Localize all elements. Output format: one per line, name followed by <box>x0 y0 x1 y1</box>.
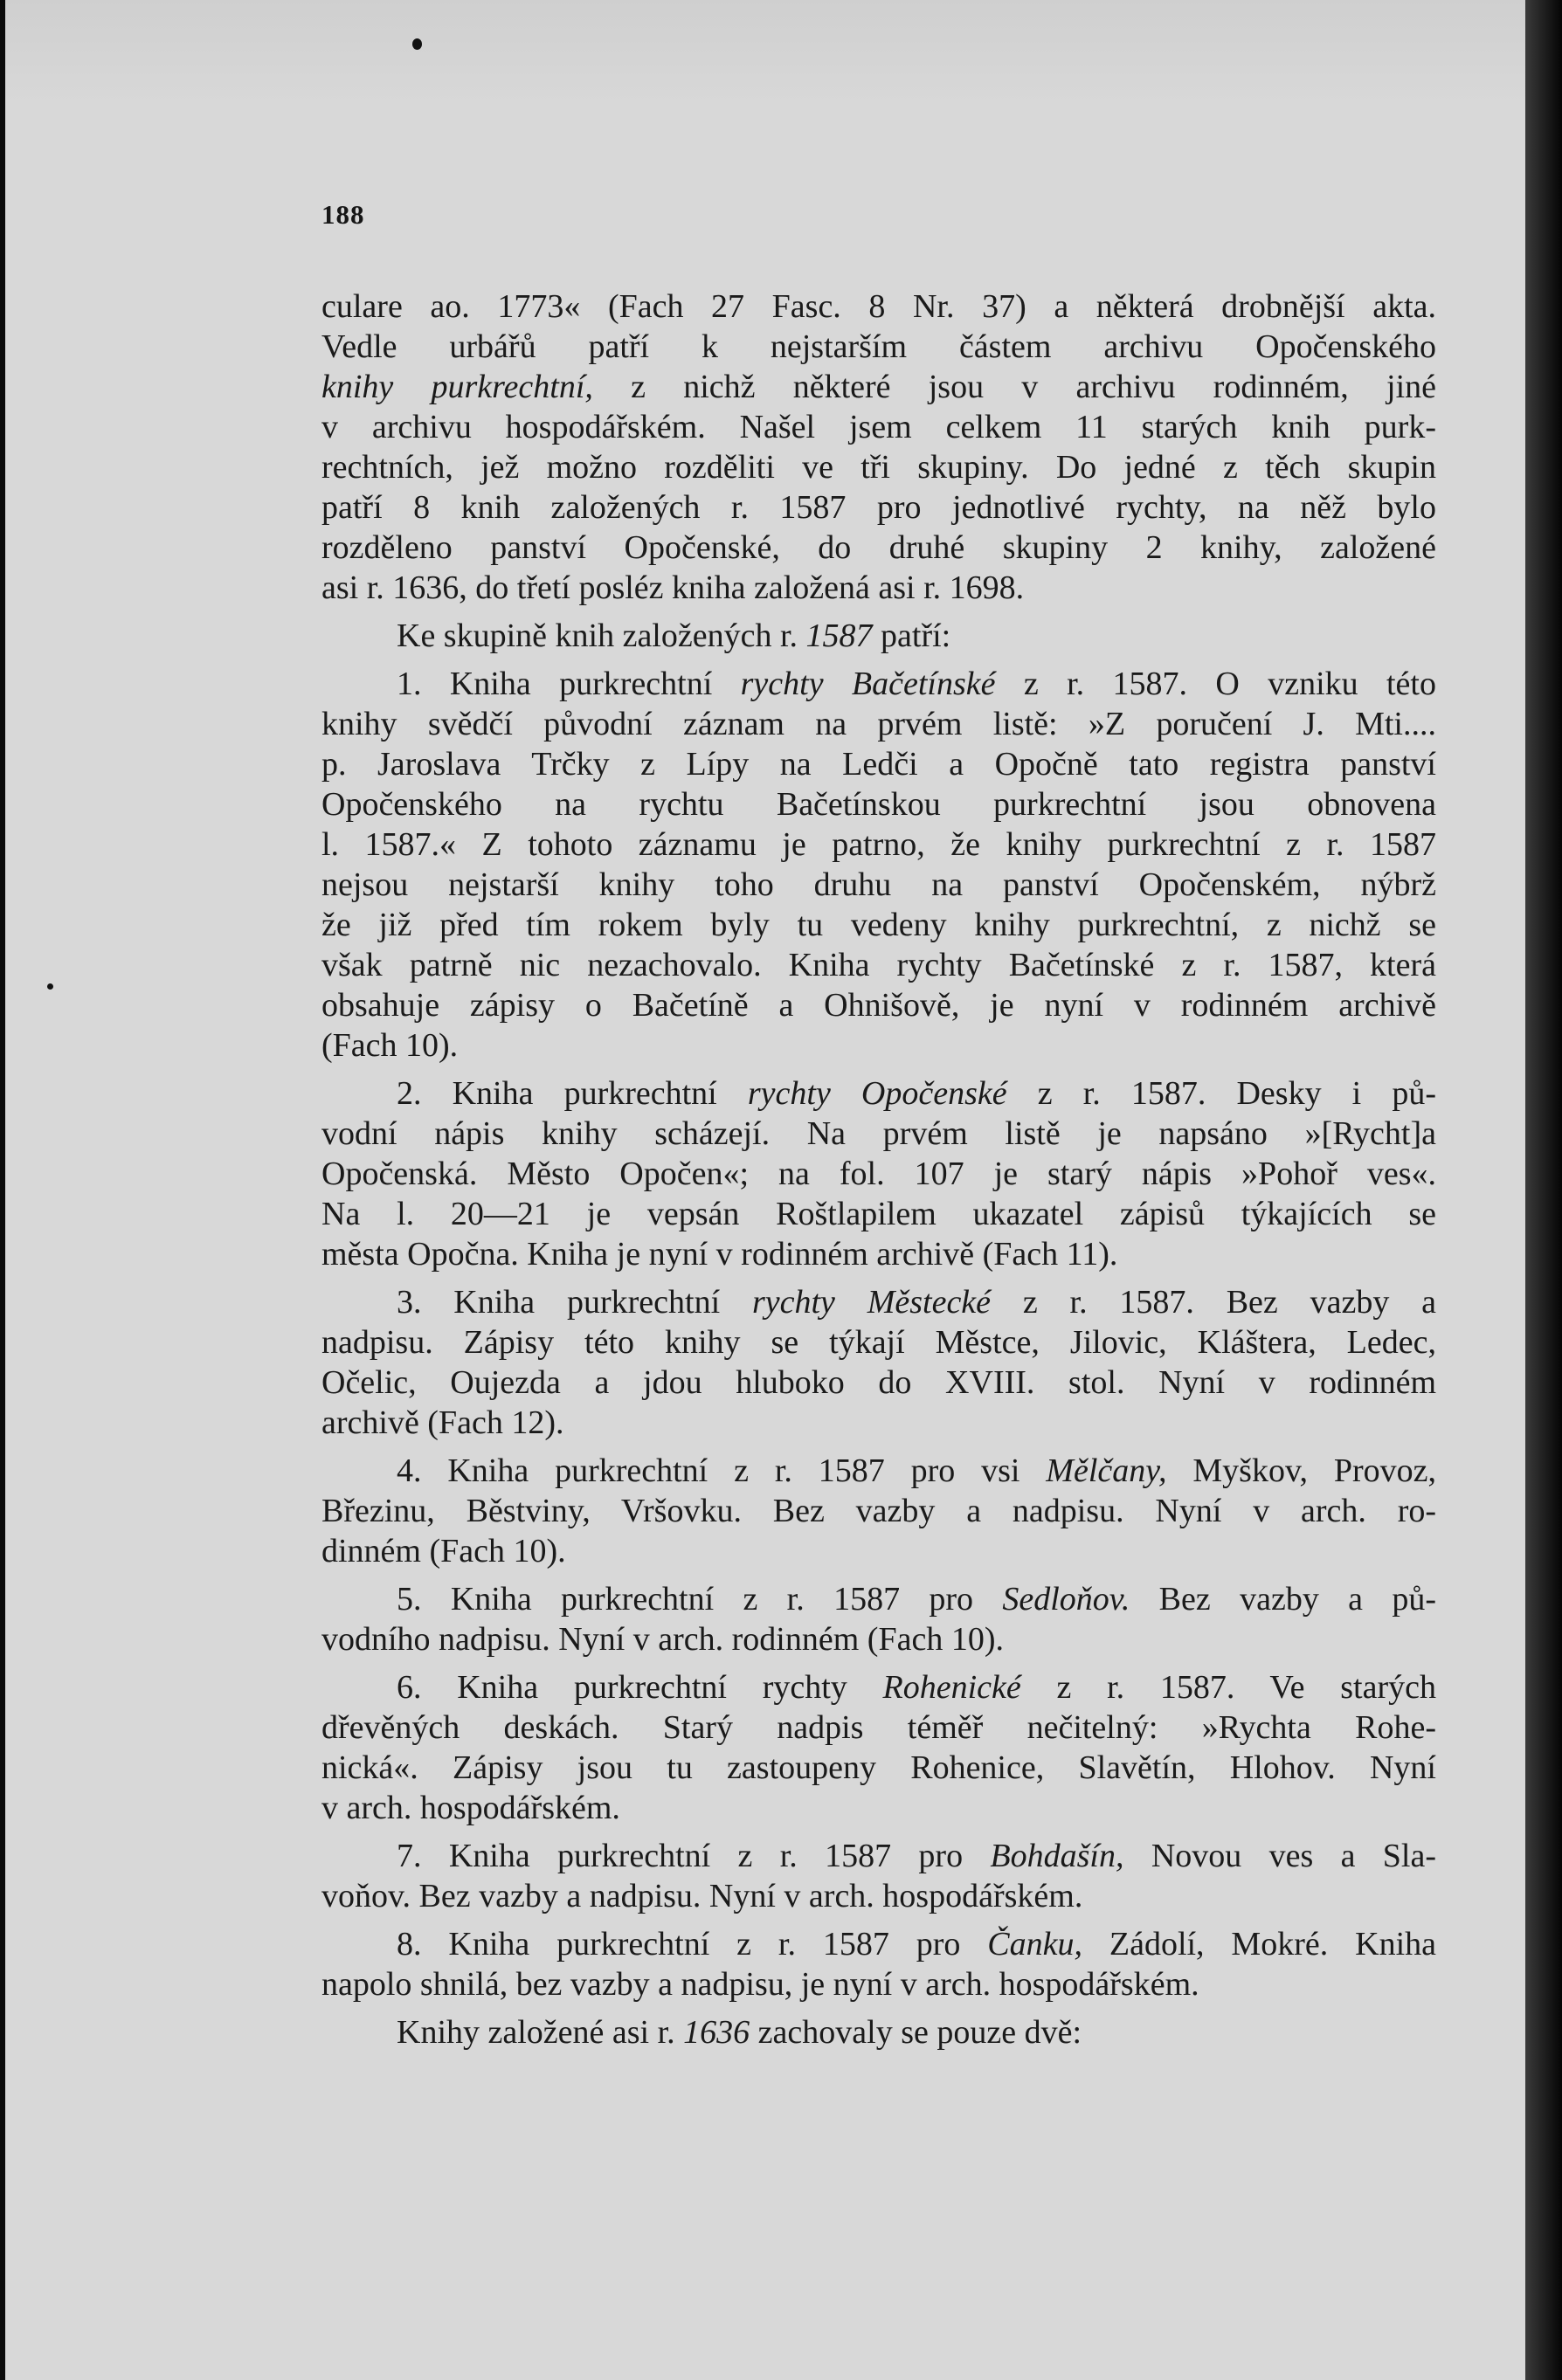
text-segment: v arch. hospodářském. <box>321 1790 620 1826</box>
text-line <box>321 1579 1436 1619</box>
text-segment: nadpisu. Zápisy této knihy se týkají Městce, Jilovic, Kláštera, Ledec, <box>321 1324 1436 1361</box>
italic-segment: Čanku, <box>987 1926 1082 1963</box>
ink-speck <box>412 38 422 50</box>
text-segment: l. 1587.« Z tohoto záznamu je patrno, že knihy purkrechtní z r. 1587 <box>321 826 1436 863</box>
text-line <box>321 1114 1436 1154</box>
text-line <box>321 367 1436 407</box>
italic-segment: 1636 <box>683 2014 750 2051</box>
text-segment: vodního nadpisu. Nyní v arch. rodinném (Fach 10). <box>321 1621 1004 1658</box>
text-line <box>321 905 1436 945</box>
text-segment: 1. Kniha purkrechtní <box>397 666 741 702</box>
text-line <box>321 1924 1436 1964</box>
italic-segment: 1587 <box>805 617 873 654</box>
text-segment: Bez vazby a pů- <box>1130 1581 1436 1618</box>
text-segment: 8. Kniha purkrechtní z r. 1587 pro <box>397 1926 988 1963</box>
text-segment: z r. 1587. Ve starých <box>1020 1669 1436 1706</box>
text-line <box>321 1876 1436 1916</box>
text-segment: 3. Kniha purkrechtní <box>397 1284 752 1321</box>
text-segment: že již před tím rokem byly tu vedeny knihy purkrechtní, z nichž se <box>321 907 1436 943</box>
ink-speck <box>47 983 53 990</box>
text-segment: dřevěných deskách. Starý nadpis téměř nečitelný: »Rychta Rohe- <box>321 1709 1436 1746</box>
text-segment: z r. 1587. Desky i pů- <box>1006 1075 1436 1112</box>
italic-segment: rychty Bačetínské <box>740 666 996 702</box>
book-page <box>5 0 1525 2380</box>
text-line <box>321 286 1436 327</box>
text-segment: archivě (Fach 12). <box>321 1404 564 1441</box>
text-line <box>321 447 1436 487</box>
italic-segment: Sedloňov. <box>1002 1581 1130 1618</box>
text-segment: knihy svědčí původní záznam na prvém listě: »Z poručení J. Mti.... <box>321 706 1436 742</box>
text-segment: patří 8 knih založených r. 1587 pro jednotlivé rychty, na něž bylo <box>321 489 1436 526</box>
text-line <box>321 487 1436 528</box>
text-segment: však patrně nic nezachovalo. Kniha rychty Bačetínské z r. 1587, která <box>321 947 1436 983</box>
text-line <box>321 1836 1436 1876</box>
text-line <box>321 1073 1436 1114</box>
text-line <box>321 407 1436 447</box>
text-line <box>321 1154 1436 1194</box>
text-line <box>321 744 1436 784</box>
scan-edge <box>1525 0 1562 2380</box>
text-segment: Vedle urbářů patří k nejstarším částem archivu Opočenského <box>321 328 1436 365</box>
text-segment: patří: <box>872 617 951 654</box>
text-segment: Ke skupině knih založených r. <box>397 617 806 654</box>
text-segment: rozděleno panství Opočenské, do druhé skupiny 2 knihy, založené <box>321 529 1436 566</box>
italic-segment: rychty Opočenské <box>747 1075 1007 1112</box>
text-segment: Zádolí, Mokré. Kniha <box>1082 1926 1436 1963</box>
text-line <box>321 704 1436 744</box>
text-segment: rechtních, jež možno rozděliti ve tři skupiny. Do jedné z těch skupin <box>321 449 1436 486</box>
text-segment: voňov. Bez vazby a nadpisu. Nyní v arch. hospodářském. <box>321 1878 1083 1914</box>
text-segment: nická«. Zápisy jsou tu zastoupeny Rohenice, Slavětín, Hlohov. Nyní <box>321 1749 1436 1786</box>
text-line <box>321 664 1436 704</box>
text-line <box>321 985 1436 1025</box>
text-segment: nejsou nejstarší knihy toho druhu na panství Opočenském, nýbrž <box>321 866 1436 903</box>
text-line <box>321 1451 1436 1491</box>
text-segment: p. Jaroslava Trčky z Lípy na Ledči a Opočně tato registra panství <box>321 746 1436 783</box>
text-segment: Na l. 20—21 je vepsán Roštlapilem ukazatel zápisů týkajících se <box>321 1196 1436 1232</box>
text-line <box>321 824 1436 865</box>
text-segment: zachovaly se pouze dvě: <box>750 2014 1082 2051</box>
text-line <box>321 1667 1436 1707</box>
text-segment: Březinu, Běstviny, Vršovku. Bez vazby a nadpisu. Nyní v arch. ro- <box>321 1493 1436 1529</box>
text-segment: z r. 1587. Bez vazby a <box>991 1284 1436 1321</box>
text-line <box>321 1531 1436 1571</box>
text-line <box>321 865 1436 905</box>
text-line <box>321 945 1436 985</box>
text-segment: dinném (Fach 10). <box>321 1533 566 1569</box>
text-segment: 7. Kniha purkrechtní z r. 1587 pro <box>397 1838 991 1874</box>
text-line <box>321 1491 1436 1531</box>
text-segment: 6. Kniha purkrechtní rychty <box>397 1669 883 1706</box>
text-line <box>321 1362 1436 1403</box>
text-line <box>321 1964 1436 2004</box>
text-line <box>321 1748 1436 1788</box>
text-line <box>321 2012 1436 2052</box>
text-line <box>321 1282 1436 1322</box>
text-line <box>321 1025 1436 1066</box>
text-segment: Opočenská. Město Opočen«; na fol. 107 je starý nápis »Pohoř ves«. <box>321 1156 1436 1192</box>
text-line <box>321 1234 1436 1274</box>
text-line <box>321 528 1436 568</box>
text-segment: vodní nápis knihy scházejí. Na prvém listě je napsáno »[Rycht]a <box>321 1115 1436 1152</box>
italic-segment: Bohdašín, <box>990 1838 1124 1874</box>
text-line <box>321 784 1436 824</box>
text-line <box>321 568 1436 608</box>
body-text <box>321 286 1436 2052</box>
text-segment: (Fach 10). <box>321 1027 459 1064</box>
text-segment: napolo shnilá, bez vazby a nadpisu, je nyní v arch. hospodářském. <box>321 1966 1199 2003</box>
text-segment: culare ao. 1773« (Fach 27 Fasc. 8 Nr. 37) a některá drobnější akta. <box>321 288 1436 325</box>
text-line <box>321 1707 1436 1748</box>
text-segment: 4. Kniha purkrechtní z r. 1587 pro vsi <box>397 1452 1047 1489</box>
italic-segment: knihy purkrechtní, <box>321 369 593 405</box>
text-segment: Myškov, Provoz, <box>1166 1452 1436 1489</box>
text-segment: Očelic, Oujezda a jdou hluboko do XVIII. stol. Nyní v rodinném <box>321 1364 1436 1401</box>
text-line <box>321 327 1436 367</box>
text-segment: Knihy založené asi r. <box>397 2014 684 2051</box>
text-segment: Opočenského na rychtu Bačetínskou purkrechtní jsou obnovena <box>321 786 1436 823</box>
text-line <box>321 1194 1436 1234</box>
text-segment: 2. Kniha purkrechtní <box>397 1075 748 1112</box>
text-segment: v archivu hospodářském. Našel jsem celkem 11 starých knih purk- <box>321 409 1436 445</box>
text-line <box>321 1788 1436 1828</box>
text-segment: 5. Kniha purkrechtní z r. 1587 pro <box>397 1581 1003 1618</box>
text-line <box>321 1403 1436 1443</box>
text-segment: z r. 1587. O vzniku této <box>995 666 1436 702</box>
text-segment: Novou ves a Sla- <box>1123 1838 1436 1874</box>
text-line <box>321 616 1436 656</box>
page-number: 188 <box>321 199 365 230</box>
text-segment: obsahuje zápisy o Bačetíně a Ohnišově, je nyní v rodinném archivě <box>321 987 1436 1024</box>
italic-segment: rychty Městecké <box>751 1284 992 1321</box>
text-segment: města Opočna. Kniha je nyní v rodinném archivě (Fach 11). <box>321 1236 1118 1273</box>
italic-segment: Rohenické <box>882 1669 1021 1706</box>
text-segment: z nichž některé jsou v archivu rodinném, jiné <box>592 369 1437 405</box>
text-line <box>321 1619 1436 1659</box>
italic-segment: Mělčany, <box>1046 1452 1167 1489</box>
text-line <box>321 1322 1436 1362</box>
text-segment: asi r. 1636, do třetí posléz kniha založená asi r. 1698. <box>321 569 1025 606</box>
